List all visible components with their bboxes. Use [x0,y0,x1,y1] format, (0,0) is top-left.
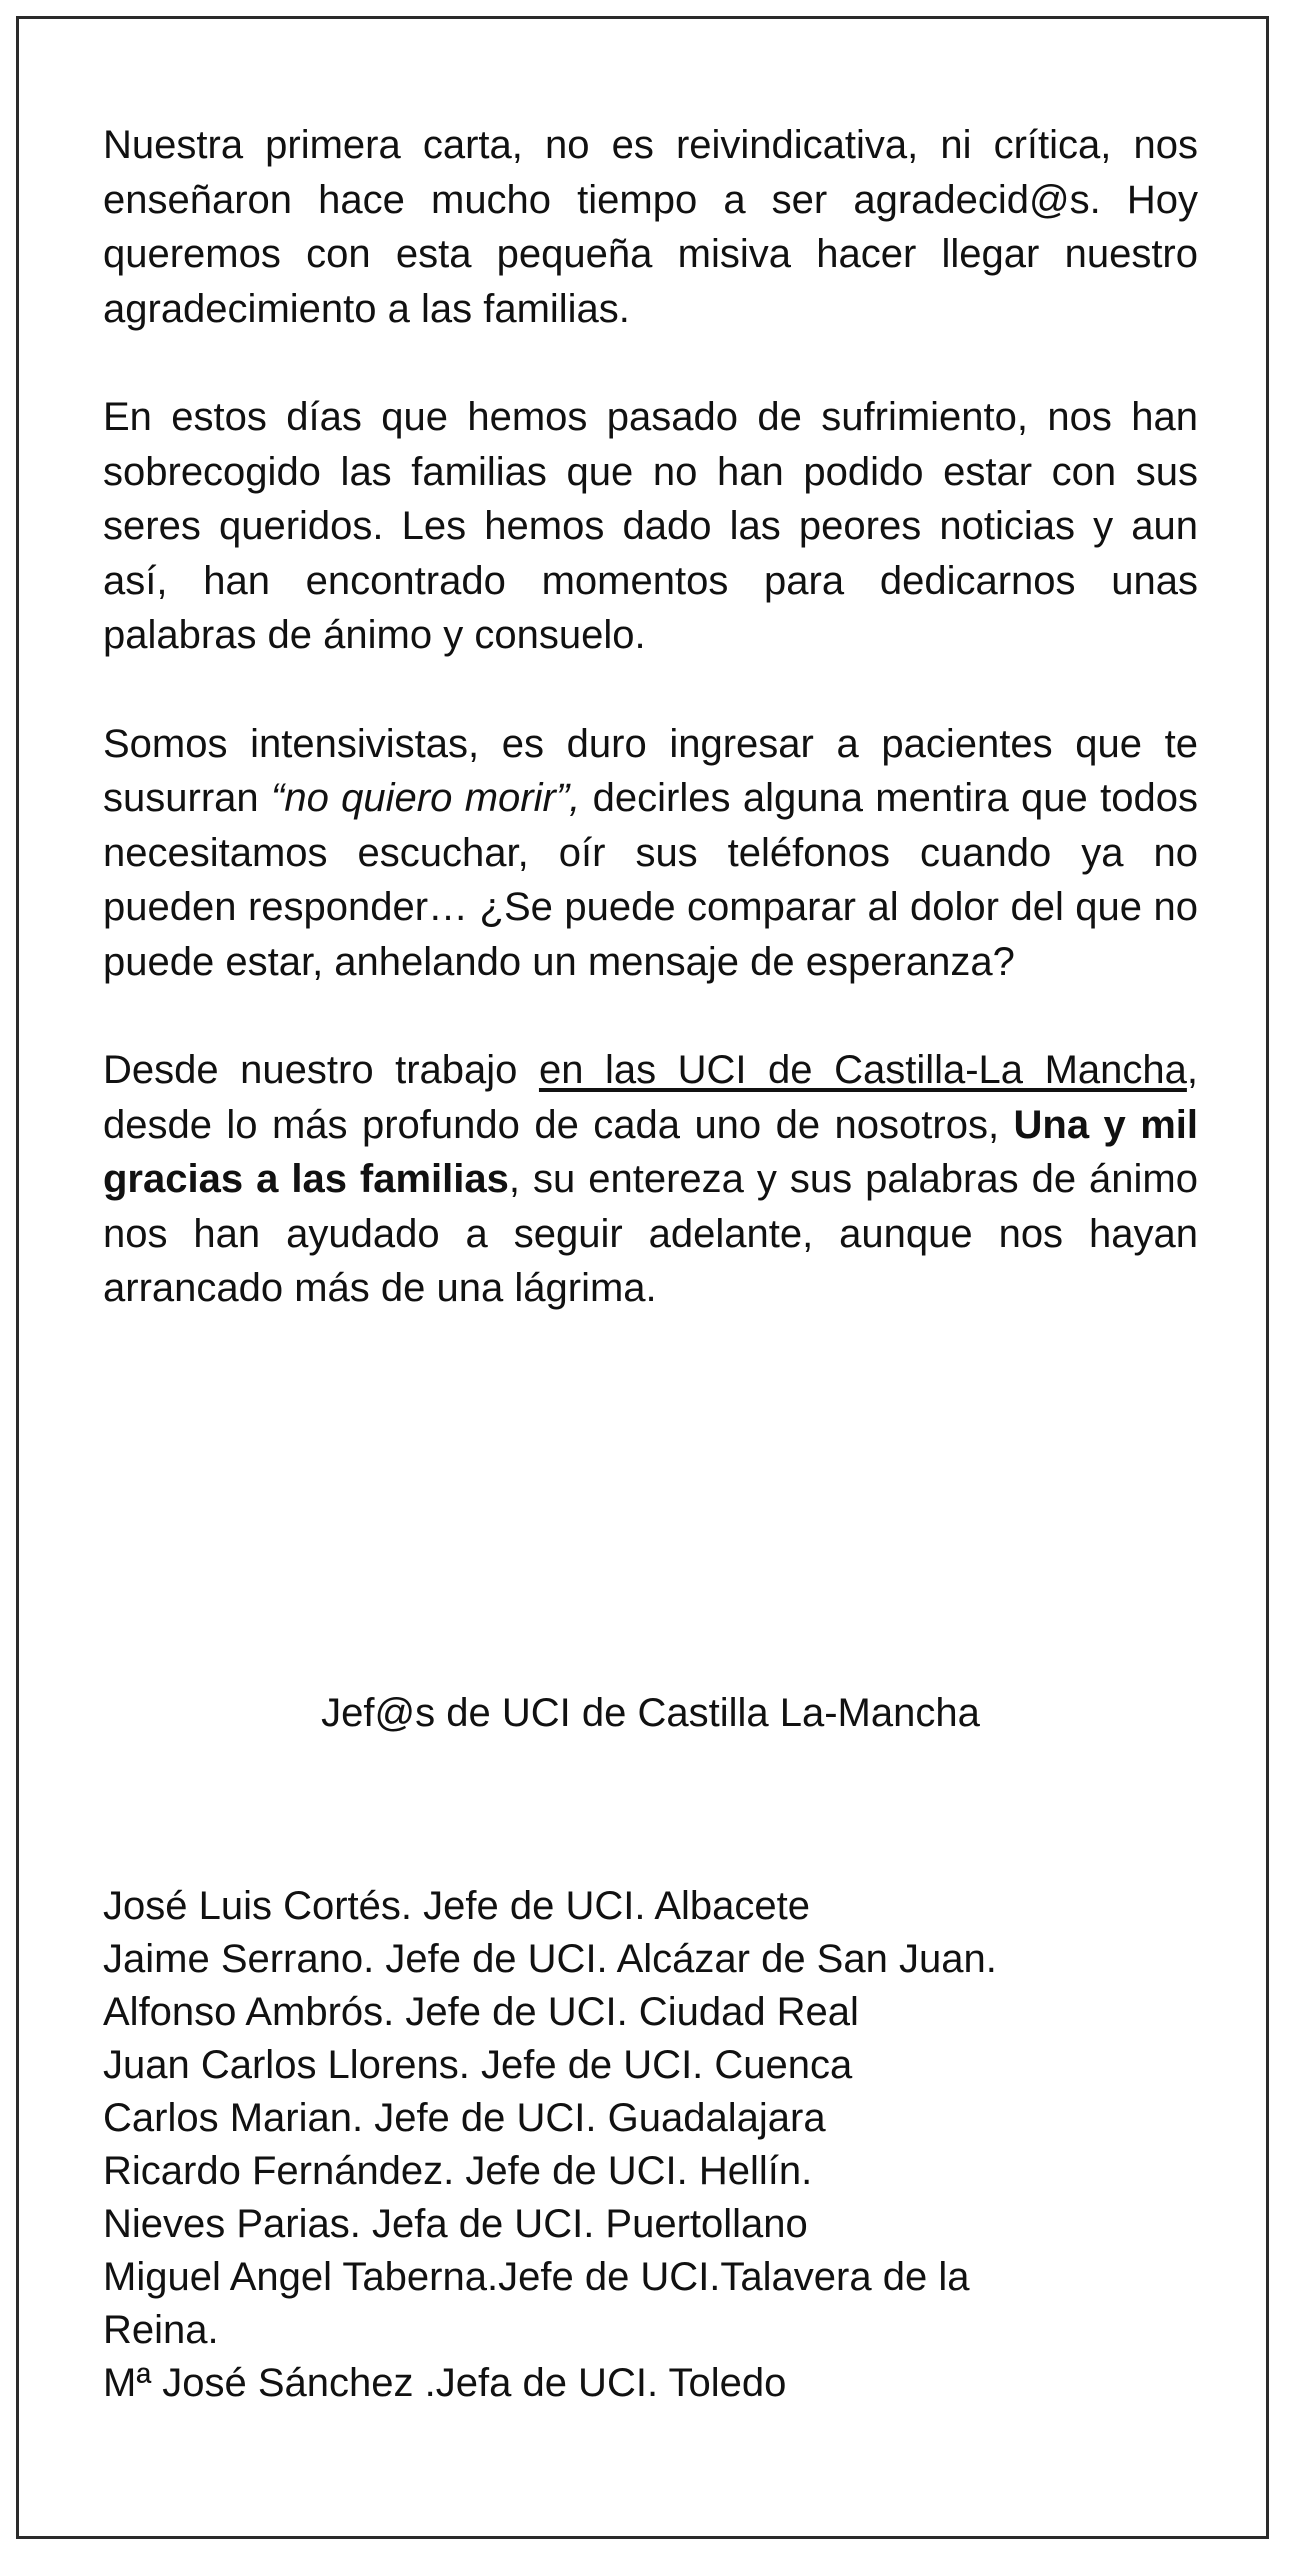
letter-body [103,118,1198,1316]
signatory-item: Juan Carlos Llorens. Jefe de UCI. Cuenca [103,2043,853,2087]
signatory-item: Jaime Serrano. Jefe de UCI. Alcázar de San Juan. [103,1937,997,1981]
paragraph-1: Nuestra primera carta, no es reivindicativa, ni crítica, nos enseñaron hace mucho tiempo a ser agradecid@s. Hoy queremos con esta pequeña misiva hacer llegar nuestro agradecimiento a las familias. [103,123,1198,331]
signatories-list [103,1880,1203,2410]
quote-no-quiero-morir: “no quiero morir”, [271,776,581,820]
signatory-item: Nieves Parias. Jefa de UCI. Puertollano [103,2202,808,2246]
paragraph-4-text-b: , desde lo más profundo de cada uno de nosotros, [103,1048,1199,1147]
signatory-item: José Luis Cortés. Jefe de UCI. Albacete [103,1884,811,1928]
signature-line: Jef@s de UCI de Castilla La-Mancha [321,1691,980,1735]
signatory-item: Alfonso Ambrós. Jefe de UCI. Ciudad Real [103,1990,859,2034]
paragraph-4-text-a: Desde nuestro trabajo [103,1048,539,1092]
signatory-item: Ricardo Fernández. Jefe de UCI. Hellín. [103,2149,813,2193]
paragraph-3 [103,717,1198,990]
underlined-uci-castilla-la-mancha: en las UCI de Castilla-La Mancha [538,1048,1187,1092]
signatory-item: Carlos Marian. Jefe de UCI. Guadalajara [103,2096,826,2140]
paragraph-3-text-b: decirles alguna mentira que todos necesitamos escuchar, oír sus teléfonos cuando ya no pueden responder… ¿Se puede comparar al dolor del que no puede estar, anhelando un mensaje de esperanza? [103,776,1198,984]
signatory-item: Mª José Sánchez .Jefa de UCI. Toledo [103,2361,787,2405]
signatory-item: Reina. [103,2308,219,2352]
signatory-item: Miguel Angel Taberna.Jefe de UCI.Talavera de la [103,2255,970,2299]
paragraph-3-text-a: Somos intensivistas, es duro ingresar a pacientes que te susurran [103,721,1198,820]
paragraph-4 [103,1043,1198,1316]
paragraph-2: En estos días que hemos pasado de sufrimiento, nos han sobrecogido las familias que no han podido estar con sus seres queridos. Les hemos dado las peores noticias y aun así, han encontrado momentos para dedicarnos unas palabras de ánimo y consuelo. [103,395,1198,657]
paragraph-4-text-c: , su entereza y sus palabras de ánimo nos han ayudado a seguir adelante, aunque nos hayan arrancado más de una lágrima. [103,1157,1199,1310]
bold-thanks-families: Una y mil gracias a las familias [103,1102,1198,1201]
